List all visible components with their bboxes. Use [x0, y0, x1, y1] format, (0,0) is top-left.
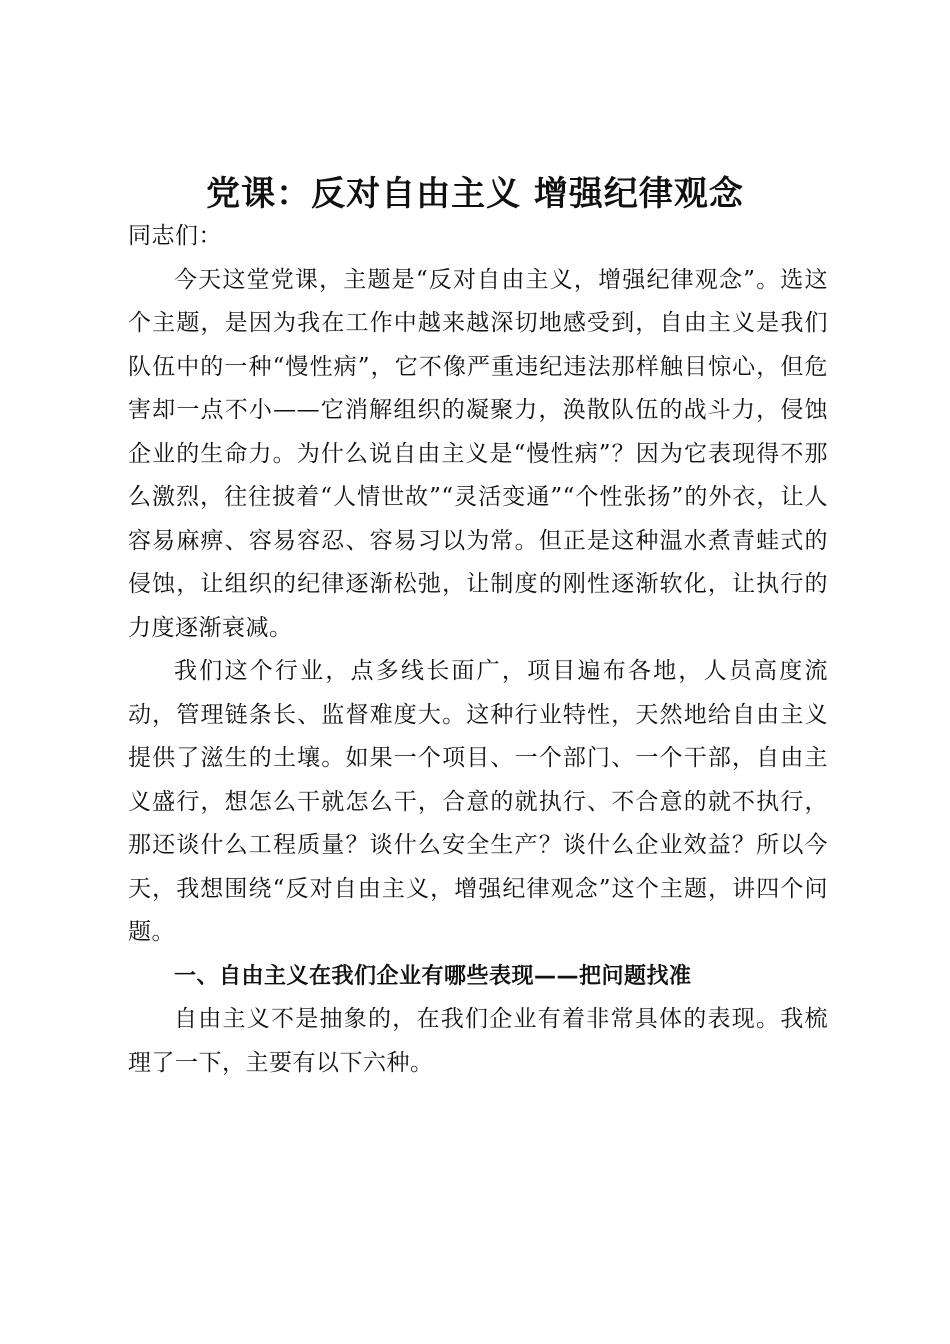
document-body: [128, 215, 828, 1085]
salutation: 同志们：: [128, 223, 222, 249]
document-title: 党课：反对自由主义 增强纪律观念: [206, 174, 744, 214]
paragraph-section-1: 自由主义不是抽象的，在我们企业有着非常具体的表现。我梳理了一下，主要有以下六种。: [128, 1006, 828, 1076]
paragraph-intro: 今天这堂党课，主题是“反对自由主义，增强纪律观念”。选这个主题，是因为我在工作中越来越深切地感受到，自由主义是我们队伍中的一种“慢性病”，它不像严重违纪违法那样触目惊心，但危害却一点不小——它消解组织的凝聚力，涣散队伍的战斗力，侵蚀企业的生命力。为什么说自由主义是“慢性病”？因为它表现得不那么激烈，往往披着“人情世故”“灵活变通”“个性张扬”的外衣，让人容易麻痹、容易容忍、容易习以为常。但正是这种温水煮青蛙式的侵蚀，让组织的纪律逐渐松弛，让制度的刚性逐渐软化，让执行的力度逐渐衰减。: [128, 266, 828, 641]
section-heading-1: 一、自由主义在我们企业有哪些表现——把问题找准: [174, 963, 692, 989]
paragraph-industry: 我们这个行业，点多线长面广，项目遍布各地，人员高度流动，管理链条长、监督难度大。这种行业特性，天然地给自由主义提供了滋生的土壤。如果一个项目、一个部门、一个干部，自由主义盛行，想怎么干就怎么干，合意的就执行、不合意的就不执行，那还谈什么工程质量？谈什么安全生产？谈什么企业效益？所以今天，我想围绕“反对自由主义，增强纪律观念”这个主题，讲四个问题。: [128, 658, 828, 945]
